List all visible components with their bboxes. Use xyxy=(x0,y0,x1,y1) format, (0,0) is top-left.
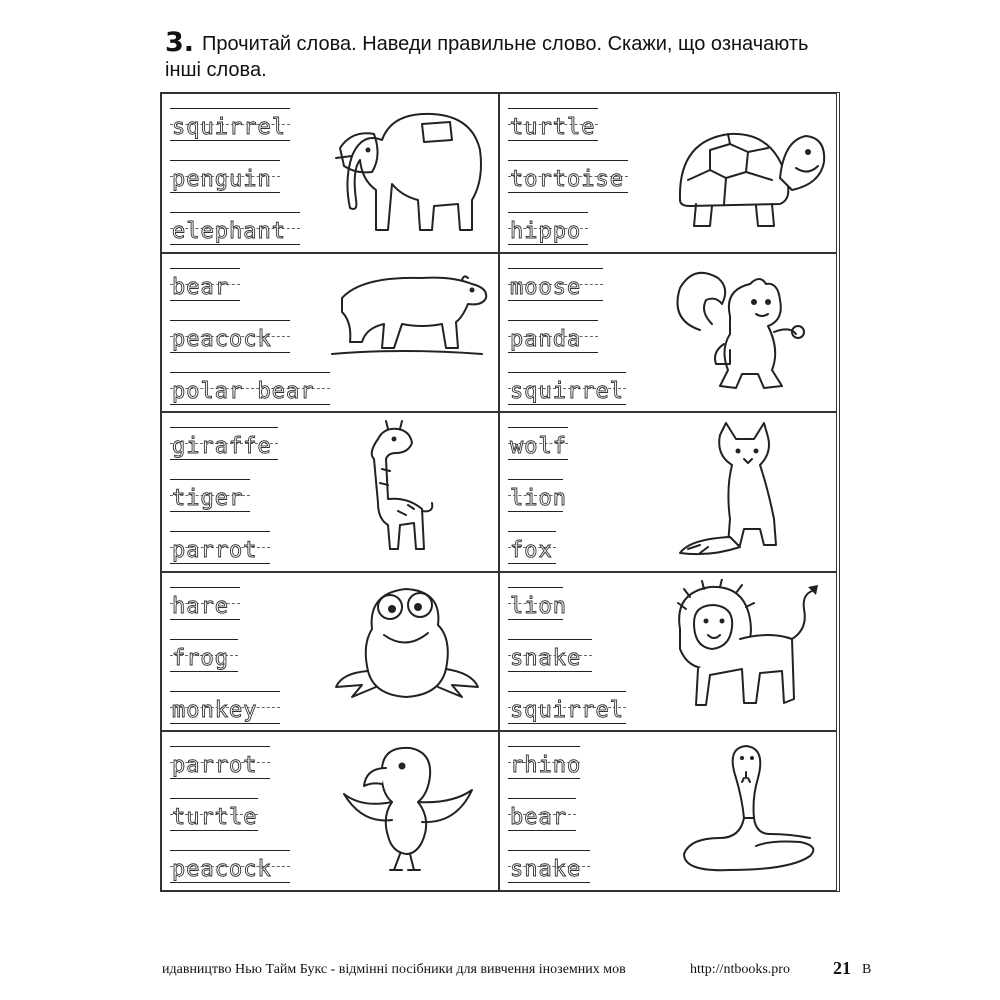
trace-word[interactable]: squirrel xyxy=(510,378,624,404)
trace-word[interactable]: polar bear xyxy=(172,378,315,404)
elephant-icon xyxy=(322,100,492,240)
task-instruction-line1: Прочитай слова. Наведи правильне слово. Скажи, що означають xyxy=(202,33,809,55)
trace-word[interactable]: elephant xyxy=(172,219,286,244)
exercise-cell-polar-bear xyxy=(161,253,499,413)
task-number: 3. xyxy=(165,27,195,58)
squirrel-icon xyxy=(660,260,830,400)
exercise-cell-tortoise xyxy=(499,93,837,253)
exercise-grid xyxy=(160,92,840,892)
exercise-cell-elephant xyxy=(161,93,499,253)
trace-word[interactable]: rhino xyxy=(510,753,582,779)
trace-word[interactable]: penguin xyxy=(172,167,272,192)
trace-word[interactable]: giraffe xyxy=(172,434,272,460)
trace-word[interactable]: snake xyxy=(510,645,582,671)
exercise-cell-cobra xyxy=(499,731,837,891)
trace-word[interactable]: squirrel xyxy=(510,697,624,723)
trace-word[interactable]: tiger xyxy=(172,486,244,512)
page-footer xyxy=(0,960,1000,990)
trace-word[interactable]: parrot xyxy=(172,753,258,779)
trace-word[interactable]: bear xyxy=(172,274,229,300)
exercise-cell-fox xyxy=(499,412,837,572)
trace-word[interactable]: snake xyxy=(510,857,582,883)
trace-word[interactable]: moose xyxy=(510,274,582,300)
trace-word[interactable]: peacock xyxy=(172,857,272,883)
trace-word[interactable]: turtle xyxy=(510,115,596,140)
lion-icon xyxy=(660,579,830,719)
trace-word[interactable]: parrot xyxy=(172,538,258,564)
trace-word[interactable]: wolf xyxy=(510,434,567,460)
polar-bear-icon xyxy=(322,258,492,368)
exercise-cell-squirrel xyxy=(499,253,837,413)
fox-icon xyxy=(660,419,830,559)
tortoise-icon xyxy=(660,100,830,240)
parrot-icon xyxy=(322,738,492,878)
trace-word[interactable]: squirrel xyxy=(172,115,286,140)
trace-word[interactable]: bear xyxy=(510,805,567,831)
trace-word[interactable]: panda xyxy=(510,326,582,352)
giraffe-icon xyxy=(338,419,458,559)
trace-word[interactable]: lion xyxy=(510,486,567,512)
frog-icon xyxy=(322,579,492,719)
trace-word[interactable]: peacock xyxy=(172,326,272,352)
cobra-icon xyxy=(660,738,830,878)
trace-word[interactable]: monkey xyxy=(172,697,258,723)
exercise-cell-lion xyxy=(499,572,837,732)
trace-word[interactable]: turtle xyxy=(172,805,258,831)
publisher-url[interactable]: http://ntbooks.pro xyxy=(690,962,790,977)
task-instruction-line2: інші слова. xyxy=(165,59,267,81)
trace-word[interactable]: lion xyxy=(510,593,567,619)
trace-word[interactable]: frog xyxy=(172,645,229,671)
trace-word[interactable]: hare xyxy=(172,593,229,619)
publisher-text: идавництво Нью Тайм Букс - відмінні посібники для вивчення іноземних мов xyxy=(162,962,626,977)
page-number: 21 xyxy=(833,958,851,978)
trace-word[interactable]: tortoise xyxy=(510,167,624,192)
exercise-cell-parrot xyxy=(161,731,499,891)
exercise-cell-frog xyxy=(161,572,499,732)
exercise-cell-giraffe xyxy=(161,412,499,572)
trace-word[interactable]: hippo xyxy=(510,219,582,244)
edge-letter: В xyxy=(862,962,872,977)
trace-word[interactable]: fox xyxy=(510,538,553,564)
